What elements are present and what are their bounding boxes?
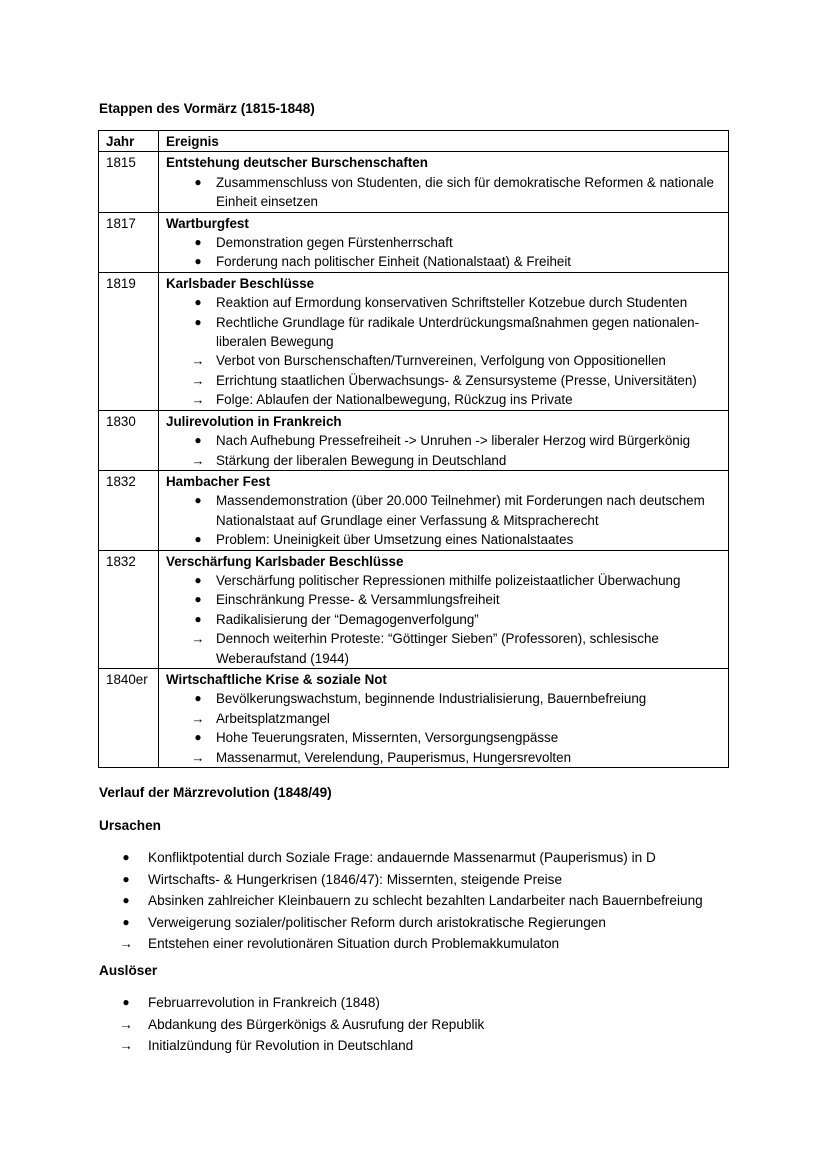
year-cell: 1840er [99, 668, 159, 767]
year-cell: 1830 [99, 410, 159, 470]
list-item-text: Nach Aufhebung Pressefreiheit -> Unruhen -> liberaler Herzog wird Bürgerkönig [216, 433, 691, 449]
bullet-icon: ● [194, 254, 202, 269]
event-title: Karlsbader Beschlüsse [166, 275, 315, 291]
list-item-text: Stärkung der liberalen Bewegung in Deutschland [216, 452, 507, 468]
event-title: Hambacher Fest [166, 473, 271, 489]
list-item-text: Initialzündung für Revolution in Deutschland [148, 1038, 414, 1054]
list-item [166, 173, 722, 212]
list-item-text: Errichtung staatlichen Überwachsungs- & Zensursysteme (Presse, Universitäten) [216, 372, 697, 388]
list-item-text: Entstehen einer revolutionären Situation durch Problemakkumulaton [148, 936, 560, 952]
table-row [99, 272, 729, 410]
list-item [166, 709, 722, 728]
event-title: Julirevolution in Frankreich [166, 413, 342, 429]
list-item-text: Hohe Teuerungsraten, Missernten, Versorgungsengpässe [216, 730, 559, 746]
bullet-icon: ● [194, 433, 202, 448]
list-item-text: Demonstration gegen Fürstenherrschaft [216, 235, 453, 251]
event-item-list [166, 293, 722, 409]
event-cell [159, 668, 729, 767]
list-item [0, 869, 828, 891]
column-header-ereignis: Ereignis [159, 131, 729, 152]
event-item-list [166, 491, 722, 549]
arrow-right-icon: → [119, 1038, 133, 1054]
list-item [0, 1035, 828, 1057]
list-item [166, 431, 722, 450]
list-item [0, 912, 828, 934]
event-item-list [166, 173, 722, 212]
bullet-icon: ● [194, 174, 202, 189]
list-item [166, 610, 722, 629]
bullet-icon: ● [194, 611, 202, 626]
list-item-text: Februarrevolution in Frankreich (1848) [148, 995, 380, 1010]
list-item-text: Verbot von Burschenschaften/Turnvereinen, Verfolgung von Oppositionellen [216, 353, 666, 369]
list-item-text: Arbeitsplatzmangel [216, 710, 330, 726]
event-cell [159, 550, 729, 668]
list-item [166, 590, 722, 609]
list-item-text: Folge: Ablaufen der Nationalbewegung, Rückzug ins Private [216, 392, 573, 408]
list-item [166, 390, 722, 409]
list-item [0, 992, 828, 1014]
list-item [166, 351, 722, 370]
ursachen-list [0, 847, 828, 955]
list-item-text: Dennoch weiterhin Proteste: “Göttinger Sieben” (Professoren), schlesische Weberaufstand (1944) [216, 631, 659, 666]
list-item [166, 530, 722, 549]
event-item-list [166, 431, 722, 470]
event-title: Wirtschaftliche Krise & soziale Not [166, 671, 387, 687]
arrow-right-icon: → [119, 1016, 133, 1032]
event-cell [159, 470, 729, 550]
bullet-icon: ● [194, 493, 202, 508]
list-item-text: Einschränkung Presse- & Versammlungsfreiheit [216, 592, 500, 608]
year-cell: 1817 [99, 212, 159, 272]
arrow-right-icon: → [119, 936, 133, 952]
list-item [0, 847, 828, 869]
bullet-icon: ● [122, 871, 130, 886]
list-item [166, 313, 722, 352]
list-item-text: Verschärfung politischer Repressionen mithilfe polizeistaatlicher Überwachung [216, 572, 681, 588]
list-item-text: Bevölkerungswachstum, beginnende Industrialisierung, Bauernbefreiung [216, 691, 647, 707]
list-item-text: Problem: Uneinigkeit über Umsetzung eines Nationalstaates [216, 532, 574, 548]
bullet-icon: ● [122, 914, 130, 929]
list-item [166, 252, 722, 271]
list-item-text: Verweigerung sozialer/politischer Reform durch aristokratische Regierungen [148, 914, 606, 930]
table-row [99, 410, 729, 470]
event-title: Verschärfung Karlsbader Beschlüsse [166, 553, 404, 569]
list-item [0, 890, 828, 912]
ausloeser-list [0, 992, 828, 1057]
list-item-text: Massendemonstration (über 20.000 Teilnehmer) mit Forderungen nach deutschem Nationalstaat auf Grundlage einer Verfassung & Mitspracherecht [216, 493, 705, 528]
arrow-right-icon: → [191, 749, 205, 765]
bullet-icon: ● [194, 730, 202, 745]
list-item [166, 371, 722, 390]
year-cell: 1815 [99, 152, 159, 212]
list-item [166, 571, 722, 590]
event-cell [159, 410, 729, 470]
list-item [0, 1014, 828, 1036]
event-title: Entstehung deutscher Burschenschaften [166, 155, 428, 171]
table-row [99, 152, 729, 212]
section-title-maerzrevolution: Verlauf der Märzrevolution (1848/49) [99, 785, 332, 800]
event-cell [159, 272, 729, 410]
list-item [166, 728, 722, 747]
etappen-table [98, 130, 729, 768]
bullet-icon: ● [122, 995, 130, 1009]
event-title: Wartburgfest [166, 215, 249, 231]
list-item-text: Abdankung des Bürgerkönigs & Ausrufung der Republik [148, 1016, 485, 1032]
bullet-icon: ● [194, 532, 202, 547]
arrow-right-icon: → [191, 710, 205, 726]
event-item-list [166, 689, 722, 767]
arrow-right-icon: → [191, 392, 205, 408]
table-row [99, 668, 729, 767]
list-item-text: Zusammenschluss von Studenten, die sich für demokratische Reformen & nationale Einheit einsetzen [216, 174, 714, 210]
bullet-icon: ● [122, 893, 130, 908]
list-item-text: Konfliktpotential durch Soziale Frage: andauernde Massenarmut (Pauperismus) in D [148, 850, 656, 865]
list-item [166, 491, 722, 530]
bullet-icon: ● [194, 314, 202, 329]
year-cell: 1832 [99, 550, 159, 668]
list-item-text: Radikalisierung der “Demagogenverfolgung” [216, 611, 479, 627]
arrow-right-icon: → [191, 372, 205, 388]
arrow-right-icon: → [191, 353, 205, 369]
list-item-text: Wirtschafts- & Hungerkrisen (1846/47): Missernten, steigende Preise [148, 871, 563, 887]
table-row [99, 470, 729, 550]
bullet-icon: ● [194, 235, 202, 250]
list-item-text: Forderung nach politischer Einheit (Nationalstaat) & Freiheit [216, 254, 572, 270]
list-item-text: Rechtliche Grundlage für radikale Unterdrückungsmaßnahmen gegen nationalen-liberalen Bewegung [216, 314, 700, 350]
heading-ausloeser: Auslöser [99, 963, 158, 978]
section-title-etappen: Etappen des Vormärz (1815-1848) [99, 101, 315, 116]
list-item [166, 689, 722, 708]
bullet-icon: ● [122, 850, 130, 864]
list-item [166, 293, 722, 312]
event-cell [159, 212, 729, 272]
arrow-right-icon: → [191, 631, 205, 647]
table-header-row [99, 131, 729, 152]
column-header-jahr: Jahr [99, 131, 159, 152]
bullet-icon: ● [194, 295, 202, 310]
year-cell: 1819 [99, 272, 159, 410]
bullet-icon: ● [194, 592, 202, 607]
table-row [99, 212, 729, 272]
arrow-right-icon: → [191, 452, 205, 468]
list-item [0, 933, 828, 955]
heading-ursachen: Ursachen [99, 818, 161, 833]
list-item [166, 451, 722, 470]
list-item [166, 233, 722, 252]
list-item-text: Reaktion auf Ermordung konservativen Schriftsteller Kotzebue durch Studenten [216, 295, 688, 311]
list-item-text: Massenarmut, Verelendung, Pauperismus, Hungersrevolten [216, 749, 572, 765]
event-cell [159, 152, 729, 212]
event-item-list [166, 233, 722, 272]
etappen-table-body [99, 152, 729, 768]
event-item-list [166, 571, 722, 668]
bullet-icon: ● [194, 691, 202, 706]
list-item [166, 629, 722, 668]
list-item-text: Absinken zahlreicher Kleinbauern zu schlecht bezahlten Landarbeiter nach Bauernbefreiung [148, 893, 703, 909]
year-cell: 1832 [99, 470, 159, 550]
list-item [166, 748, 722, 767]
bullet-icon: ● [194, 572, 202, 587]
table-row [99, 550, 729, 668]
